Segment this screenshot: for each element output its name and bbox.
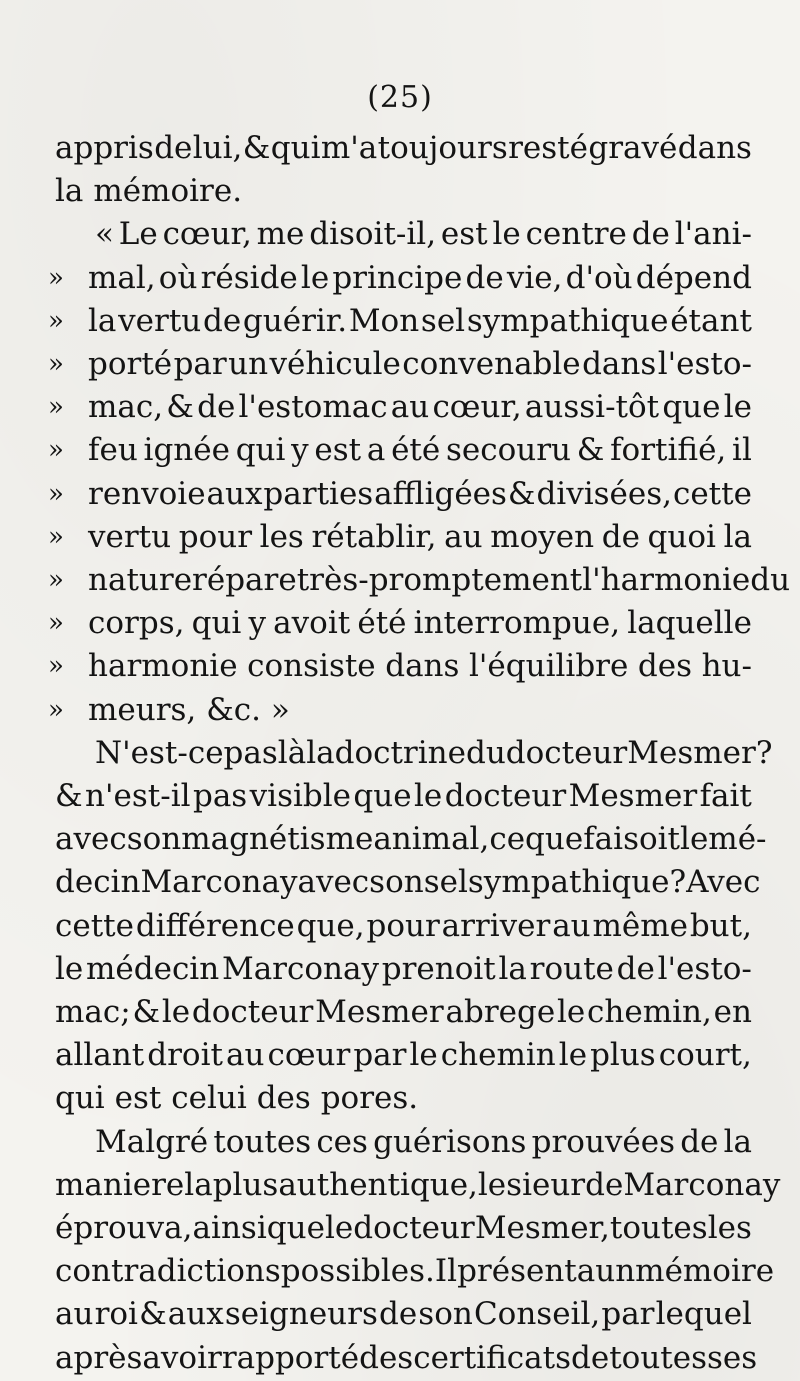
quote-mark: » <box>48 521 62 552</box>
quote-mark: » <box>48 651 62 682</box>
quote-mark: » <box>48 478 62 509</box>
text-line: la vertu de guérir. Mon sel sympathique étant <box>88 302 752 339</box>
text-line: meurs, &c. » <box>88 691 290 728</box>
text-line: contradictions possibles. Il présenta un mémoire <box>55 1253 775 1290</box>
text-line: appris de lui, & qui m'a toujours resté gravé dans <box>55 130 752 166</box>
quote-mark: » <box>48 608 62 639</box>
text-line: le médecin Marconay prenoit la route de l'esto- <box>55 950 752 987</box>
text-line: nature répare très-promptement l'harmonie du <box>88 562 791 598</box>
quote-mark: » <box>48 392 62 423</box>
quote-mark: » <box>48 349 62 379</box>
text-line: cette différence que, pour arriver au même but, <box>55 907 752 944</box>
quote-mark: » <box>48 694 62 725</box>
quote-mark: » <box>48 565 62 595</box>
quote-mark: » <box>48 305 62 336</box>
text-line: maniere la plus authentique, le sieur de Marconay <box>55 1166 781 1203</box>
quote-mark: » <box>48 262 62 293</box>
text-line: N'est-ce pas là la doctrine du docteur Mesmer? <box>95 734 773 771</box>
quote-mark: » <box>48 435 62 466</box>
text-line: decin Marconay avec son sel sympathique? Avec <box>55 864 761 901</box>
text-line: corps, qui y avoit été interrompue, laquelle <box>88 605 752 642</box>
text-line: mac; & le docteur Mesmer abrege le chemin, en <box>55 994 752 1030</box>
text-line: au roi & aux seigneurs de son Conseil, par lequel <box>55 1296 752 1333</box>
text-line: renvoie aux parties affligées & divisées, cette <box>88 475 752 512</box>
text-line: porté par un véhicule convenable dans l'esto- <box>88 346 752 382</box>
text-line: éprouva, ainsi que le docteur Mesmer, toutes les <box>55 1210 752 1246</box>
text-line: « Le cœur, me disoit-il, est le centre de l'ani- <box>95 216 752 253</box>
text-line: la mémoire. <box>55 173 243 210</box>
text-line: après avoir rapporté des certificats de toutes ses <box>55 1339 758 1376</box>
text-line: qui est celui des pores. <box>55 1080 419 1117</box>
text-line: avec son magnétisme animal, ce que faisoit le mé- <box>55 821 767 858</box>
text-line: harmonie consiste dans l'équilibre des hu- <box>88 648 752 685</box>
page-number: (25) <box>367 80 433 115</box>
text-line: mac, & de l'estomac au cœur, aussi-tôt que le <box>88 389 752 426</box>
text-line: mal, où réside le principe de vie, d'où dépend <box>88 259 752 296</box>
text-line: allant droit au cœur par le chemin le plus court, <box>55 1037 752 1074</box>
text-line: feu ignée qui y est a été secouru & fortifié, il <box>88 432 752 469</box>
text-line: & n'est-il pas visible que le docteur Mesmer fait <box>55 778 752 814</box>
text-line: Malgré toutes ces guérisons prouvées de la <box>95 1123 752 1160</box>
text-line: vertu pour les rétablir, au moyen de quoi la <box>88 518 752 555</box>
